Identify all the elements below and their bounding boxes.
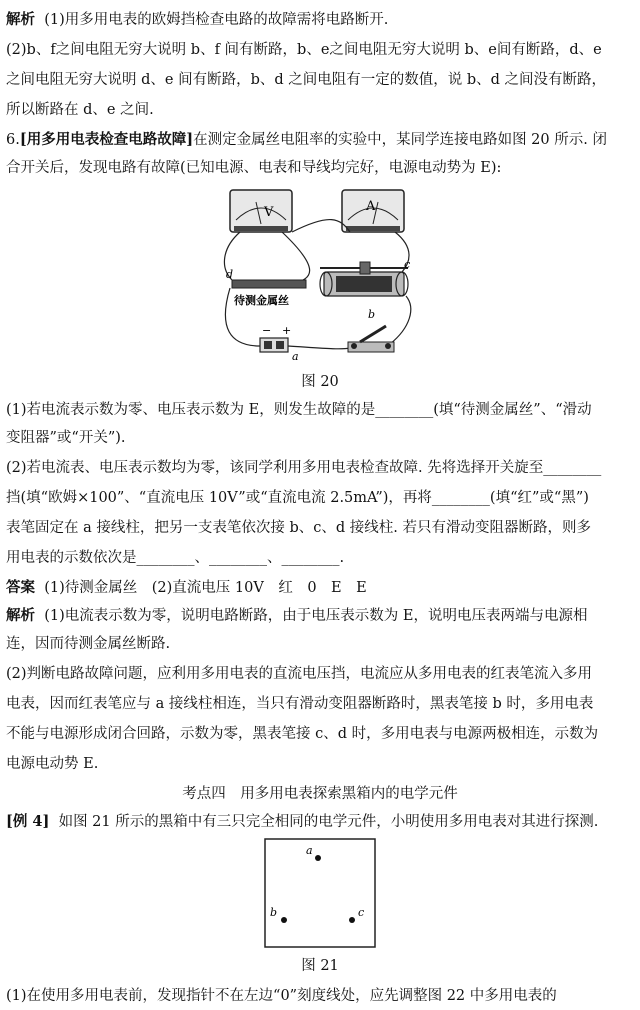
explanation-line-6: 电源电动势 E. xyxy=(6,756,99,772)
analysis-line-2: (2)b、f之间电阻无穷大说明 b、f 间有断路，b、e之间电阻无穷大说明 b、e间有断路，d、e xyxy=(6,42,602,58)
figure-20-circuit xyxy=(220,188,420,368)
battery-plus: + xyxy=(282,324,292,337)
analysis-label: 解析 xyxy=(6,11,35,28)
question-6-part-2-line-1: (2)若电流表、电压表示数均为零，该同学利用多用电表检查故障. 先将选择开关旋至________ xyxy=(6,460,602,476)
example-4-tag: [例 4] xyxy=(6,813,50,830)
terminal-c-label: c xyxy=(358,906,365,919)
question-6-part-1-line-1: (1)若电流表示数为零、电压表示数为 E，则发生故障的是________(填“待测金属丝”、“滑动 xyxy=(6,402,592,418)
analysis-line-1: 解析 (1)用多用电表的欧姆挡检查电路的故障需将电路断开. xyxy=(6,11,389,28)
rheostat xyxy=(320,262,408,296)
question-6-part-2-line-4: 用电表的示数依次是________、________、________. xyxy=(6,550,345,566)
point-c-label: c xyxy=(404,258,411,271)
question-6-tag: [用多用电表检查电路故障] xyxy=(19,131,194,148)
ammeter xyxy=(342,190,404,232)
question-6-part-1-line-2: 变阻器”或“开关”). xyxy=(6,430,126,446)
answer-label: 答案 xyxy=(6,579,35,596)
figure-21-black-box xyxy=(264,838,376,948)
point-d-label: d xyxy=(226,268,234,281)
voltmeter-label: V xyxy=(264,205,274,220)
example-4-line: [例 4] 如图 21 所示的黑箱中有三只完全相同的电学元件，小明使用多用电表对其进行探测. xyxy=(6,813,599,830)
terminal-b-label: b xyxy=(270,906,278,919)
switch xyxy=(348,326,394,352)
point-a-label: a xyxy=(292,350,299,363)
question-6-line-1: 6.[用多用电表检查电路故障]在测定金属丝电阻率的实验中，某同学连接电路如图 20 所示. 闭 xyxy=(6,131,607,148)
question-6-part-2-line-2: 挡(填“欧姆×100”、“直流电压 10V”或“直流电流 2.5mA”)，再将________(填“红”或“黑”) xyxy=(6,490,589,506)
explanation-line-3: (2)判断电路故障问题，应利用多用电表的直流电压挡，电流应从多用电表的红表笔流入多用 xyxy=(6,666,593,682)
terminal-a-label: a xyxy=(306,844,313,857)
voltmeter xyxy=(230,190,292,232)
battery xyxy=(260,324,291,352)
explanation-line-2: 连，因而待测金属丝断路. xyxy=(6,636,171,652)
point-b-label: b xyxy=(368,308,376,321)
analysis-line-4: 所以断路在 d、e 之间. xyxy=(6,102,154,118)
figure-20-caption: 图 20 xyxy=(301,374,339,390)
figure-21-caption: 图 21 xyxy=(301,958,339,974)
question-6-part-2-line-3: 表笔固定在 a 接线柱，把另一支表笔依次接 b、c、d 接线柱. 若只有滑动变阻器断路，则多 xyxy=(6,520,591,536)
explanation-label: 解析 xyxy=(6,607,35,624)
answer-line: 答案 (1)待测金属丝 (2)直流电压 10V 红 0 E E xyxy=(6,579,367,596)
ammeter-label: A xyxy=(366,199,376,214)
metal-wire-label: 待测金属丝 xyxy=(234,294,289,307)
question-part-1-line: (1)在使用多用电表前，发现指针不在左边“0”刻度线处，应先调整图 22 中多用电表的 xyxy=(6,988,557,1004)
explanation-line-5: 不能与电源形成闭合回路，示数为零，黑表笔接 c、d 时，多用电表与电源两极相连，示数为 xyxy=(6,726,599,742)
explanation-line-1: 解析 (1)电流表示数为零，说明电路断路，由于电压表示数为 E，说明电压表两端与电源相 xyxy=(6,607,588,624)
analysis-line-3: 之间电阻无穷大说明 d、e 间有断路，b、d 之间电阻有一定的数值，说 b、d 之间没有断路， xyxy=(6,72,607,88)
explanation-line-4: 电表，因而红表笔应与 a 接线柱相连，当只有滑动变阻器断路时，黑表笔接 b 时，多用电表 xyxy=(6,696,594,712)
question-6-line-2: 合开关后，发现电路有故障(已知电源、电表和导线均完好，电源电动势为 E): xyxy=(6,160,502,176)
battery-minus: − xyxy=(262,324,272,337)
section-heading: 考点四 用多用电表探索黑箱内的电学元件 xyxy=(182,786,458,802)
